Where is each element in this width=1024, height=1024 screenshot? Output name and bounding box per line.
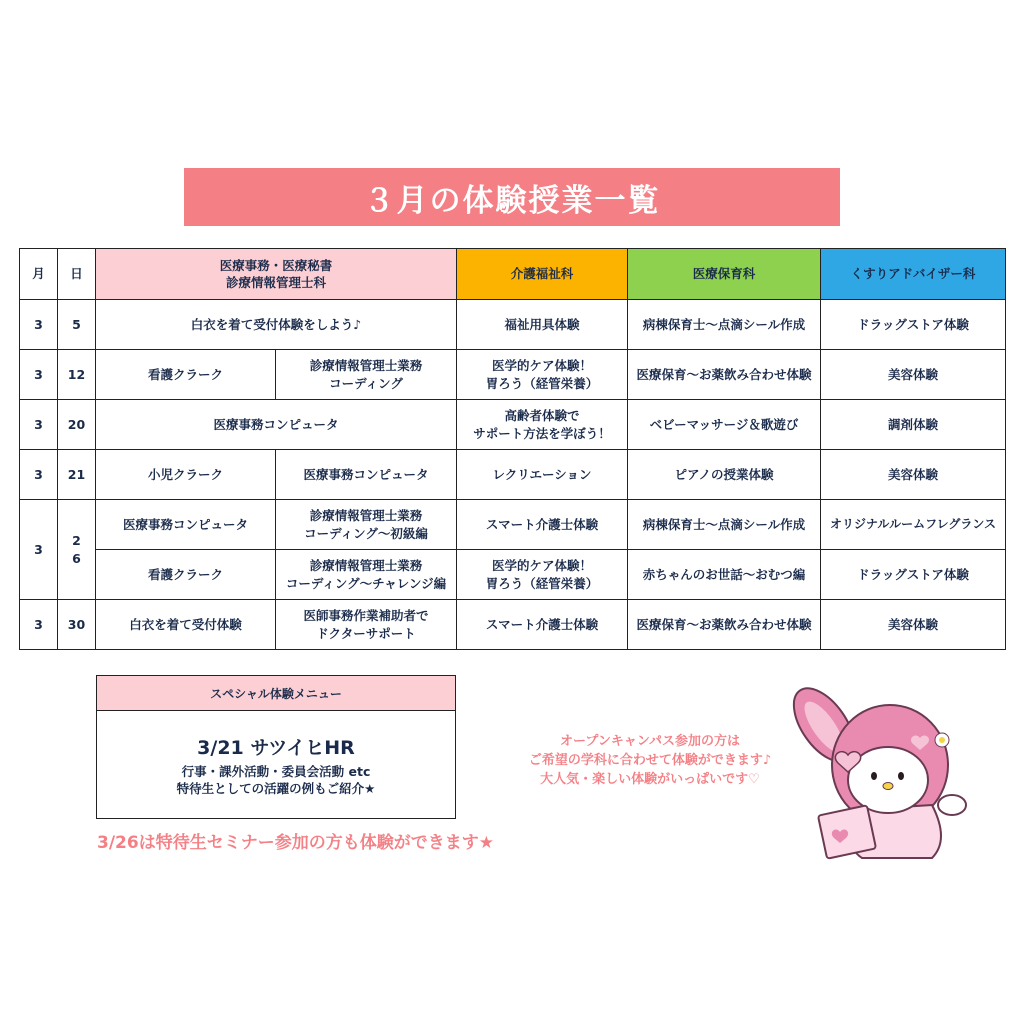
cell-jimu-b: 診療情報管理士業務 コーディング～チャレンジ編 xyxy=(276,550,457,600)
header-kaigo: 介護福祉科 xyxy=(457,249,628,300)
schedule-table xyxy=(19,248,1006,650)
cell-kaigo: レクリエーション xyxy=(457,450,628,500)
special-menu-line1: 行事・課外活動・委員会活動 etc xyxy=(181,764,371,779)
cell-jimu-a: 白衣を着て受付体験 xyxy=(96,600,276,650)
mascot-character-illustration xyxy=(782,680,982,870)
cell-jimu-a: 医療事務コンピュータ xyxy=(96,500,276,550)
cell-month: 3 xyxy=(20,450,58,500)
cell-day: 20 xyxy=(58,400,96,450)
cell-kusuri: 美容体験 xyxy=(821,600,1006,650)
cell-month: 3 xyxy=(20,400,58,450)
cell-month: 3 xyxy=(20,500,58,600)
cell-kaigo: スマート介護士体験 xyxy=(457,600,628,650)
table-row xyxy=(20,400,1006,450)
open-campus-line1: オープンキャンパス参加の方は xyxy=(560,734,740,749)
cell-kaigo: 医学的ケア体験！ 胃ろう（経管栄養） xyxy=(457,350,628,400)
cell-day: 12 xyxy=(58,350,96,400)
cell-hoiku: 赤ちゃんのお世話～おむつ編 xyxy=(628,550,821,600)
cell-jimu-a: 小児クラーク xyxy=(96,450,276,500)
cell-kaigo: スマート介護士体験 xyxy=(457,500,628,550)
table-row xyxy=(20,300,1006,350)
cell-kusuri: 調剤体験 xyxy=(821,400,1006,450)
table-header-row xyxy=(20,249,1006,300)
cell-kusuri: ドラッグストア体験 xyxy=(821,300,1006,350)
special-menu-body xyxy=(97,711,455,798)
cell-jimu-b: 医師事務作業補助者で ドクターサポート xyxy=(276,600,457,650)
page-title: ３月の体験授業一覧 xyxy=(184,168,840,226)
cell-day: 2 6 xyxy=(58,500,96,600)
cell-day: 30 xyxy=(58,600,96,650)
cell-hoiku: 病棟保育士～点滴シール作成 xyxy=(628,500,821,550)
header-month: 月 xyxy=(20,249,58,300)
cell-day: 5 xyxy=(58,300,96,350)
cell-month: 3 xyxy=(20,600,58,650)
cell-hoiku: 医療保育～お薬飲み合わせ体験 xyxy=(628,350,821,400)
cell-kusuri: ドラッグストア体験 xyxy=(821,550,1006,600)
cell-kaigo: 福祉用具体験 xyxy=(457,300,628,350)
special-menu-box xyxy=(96,675,456,819)
table-row xyxy=(20,550,1006,600)
open-campus-line2: ご希望の学科に合わせて体験ができます♪ xyxy=(528,752,772,768)
special-menu-line2: 特待生としての活躍の例もご紹介★ xyxy=(176,780,376,796)
cell-kusuri: 美容体験 xyxy=(821,450,1006,500)
special-menu-title: 3/21 サツイヒHR xyxy=(197,737,355,759)
cell-jimu-b: 診療情報管理士業務 コーディング xyxy=(276,350,457,400)
cell-month: 3 xyxy=(20,350,58,400)
table-row xyxy=(20,500,1006,550)
cell-day: 21 xyxy=(58,450,96,500)
cell-kaigo: 高齢者体験で サポート方法を学ぼう！ xyxy=(457,400,628,450)
header-kusuri: くすりアドバイザー科 xyxy=(821,249,1006,300)
header-jimu: 医療事務・医療秘書 診療情報管理士科 xyxy=(96,249,457,300)
cell-hoiku: ベビーマッサージ＆歌遊び xyxy=(628,400,821,450)
cell-jimu: 白衣を着て受付体験をしよう♪ xyxy=(96,300,457,350)
special-menu-header: スペシャル体験メニュー xyxy=(97,676,455,711)
open-campus-line3: 大人気・楽しい体験がいっぱいです♡ xyxy=(540,771,760,787)
cell-month: 3 xyxy=(20,300,58,350)
cell-jimu: 医療事務コンピュータ xyxy=(96,400,457,450)
table-row xyxy=(20,450,1006,500)
cell-hoiku: 病棟保育士～点滴シール作成 xyxy=(628,300,821,350)
cell-jimu-b: 診療情報管理士業務 コーディング～初級編 xyxy=(276,500,457,550)
cell-kusuri: 美容体験 xyxy=(821,350,1006,400)
seminar-note: 3/26は特待生セミナー参加の方も体験ができます★ xyxy=(97,833,494,853)
open-campus-message xyxy=(470,733,830,790)
cell-kaigo: 医学的ケア体験！ 胃ろう（経管栄養） xyxy=(457,550,628,600)
header-hoiku: 医療保育科 xyxy=(628,249,821,300)
table-row xyxy=(20,350,1006,400)
cell-jimu-a: 看護クラーク xyxy=(96,350,276,400)
cell-jimu-a: 看護クラーク xyxy=(96,550,276,600)
cell-kusuri: オリジナルルームフレグランス xyxy=(821,500,1006,550)
cell-hoiku: ピアノの授業体験 xyxy=(628,450,821,500)
cell-jimu-b: 医療事務コンピュータ xyxy=(276,450,457,500)
cell-hoiku: 医療保育～お薬飲み合わせ体験 xyxy=(628,600,821,650)
header-day: 日 xyxy=(58,249,96,300)
table-row xyxy=(20,600,1006,650)
